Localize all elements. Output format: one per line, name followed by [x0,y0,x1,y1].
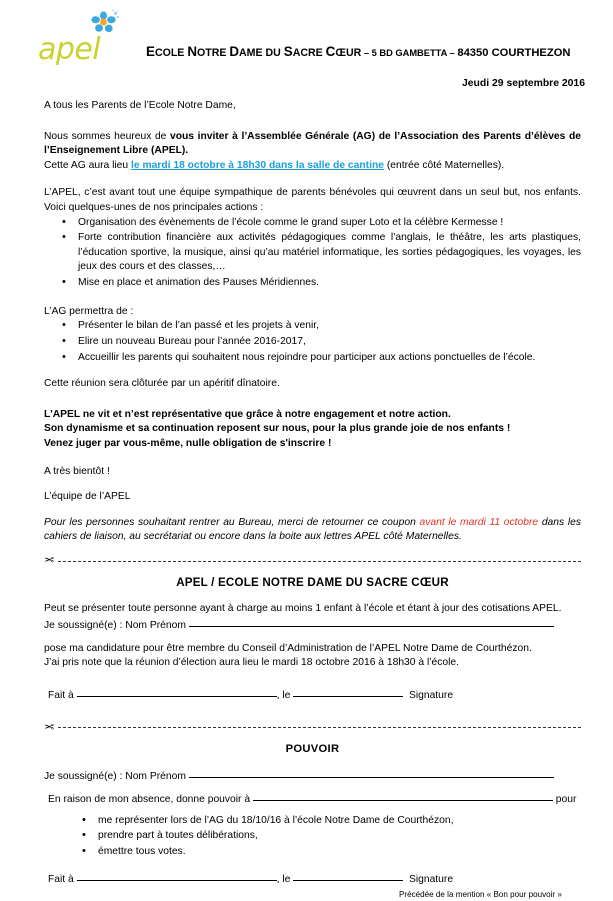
pouvoir-title: POUVOIR [285,742,340,755]
closing-meeting-note: Cette réunion sera clôturée par un apéritif dînatoire. [44,378,280,390]
pouvoir-date-input[interactable] [293,870,403,881]
apel-logo-wordmark: apel [38,32,101,67]
school-title-oeur: ŒUR [335,47,362,59]
signoff: L’équipe de l’APEL [44,491,131,503]
meeting-datetime-highlight: le mardi 18 octobre à 18h30 dans la salle de cantine [131,159,384,171]
pouvoir-name-input[interactable] [189,767,554,778]
pouvoir-name-label: Je soussigné(e) : Nom Prénom [44,771,186,783]
address-city: 84350 COURTHEZON [457,47,571,59]
coupon-place-input[interactable] [77,686,277,697]
return-instructions-trailer: dans les cahiers de liaison, au secrétariat ou encore dans la boite aux lettres APEL côté Maternelles. [44,516,581,543]
school-title-du: DU [265,47,284,59]
salutation: A tous les Parents de l’Ecole Notre Dame, [44,100,236,111]
ag-intro: L’AG permettra de : [44,305,134,317]
list-item: • Elire un nouveau Bureau pour l’année 2016-2017, [62,335,581,350]
school-title [146,42,571,62]
pouvoir-signature-row [44,871,581,888]
invitation-paragraph [44,130,581,159]
list-item: • émettre tous votes. [82,845,581,860]
school-title-s: S [283,44,293,59]
address-number: 5 [371,48,380,58]
list-item: • Présenter le bilan de l’an passé et les projets à venir, [62,319,581,334]
scissors-icon: ✂ [44,553,55,568]
coupon-title [44,575,581,591]
pouvoir-name-row [44,768,581,785]
appeal-line-2: Son dynamisme et sa continuation reposent sur nous, pour la plus grande joie de nos enfants ! [44,423,511,435]
coupon-signature-row [44,687,581,704]
scissors-icon: ✂ [44,719,55,734]
address-dash-1: – [361,48,372,58]
pouvoir-proxy-input[interactable] [253,790,553,801]
school-title-ame: AME [239,47,266,59]
list-item: • Mise en place et animation des Pauses Méridiennes. [62,276,581,291]
appeal-line-1: L'APEL ne vit et n’est représentative que grâce à notre engagement et notre action. [44,408,451,420]
cut-line-coupon [44,553,581,567]
appeal-line-3: Venez juger par vous-même, nulle obligation de s'inscrire ! [44,437,332,449]
document-date: Jeudi 29 septembre 2016 [461,78,585,89]
coupon-signature-label: Signature [408,689,454,701]
about-apel-paragraph: L’APEL, c’est avant tout une équipe sympathique de parents bénévoles qui œuvrent dans un seul but, nos enfants. Voici quelques-unes de nos principales actions : [44,187,581,214]
coupon-title-apel: APEL / [176,576,218,590]
closing-greeting: A très bientôt ! [44,465,110,477]
coupon-title-school: ECOLE NOTRE DAME DU SACRE CŒUR [217,576,449,590]
pouvoir-le-label: , le [276,874,294,886]
school-title-d: D [229,44,240,59]
coupon-date-input[interactable] [293,686,403,697]
apel-logo [36,8,140,70]
cut-line-pouvoir [44,720,581,734]
pouvoir-signature-label: Signature [408,874,454,886]
return-instructions [44,516,581,545]
coupon-fait-a-label: Fait à [48,689,77,701]
document-body [44,99,581,901]
coupon-name-label: Je soussigné(e) : Nom Prénom [44,620,186,632]
ag-agenda-list [44,319,581,365]
school-title-cole: COLE [154,47,188,59]
school-title-otre: OTRE [196,47,230,59]
apel-flower-logo-icon [90,10,120,40]
meeting-trailer: (entrée côté Maternelles). [383,159,505,171]
pouvoir-proxy-row [44,791,581,808]
coupon-eligibility: Peut se présenter toute personne ayant à charge au moins 1 enfant à l’école et étant à jour des cotisations APEL. [44,603,562,615]
coupon-name-input[interactable] [189,616,554,627]
pouvoir-fait-a-label: Fait à [48,874,77,886]
list-item: • Accueillir les parents qui souhaitent nous rejoindre pour participer aux actions ponctuelles de l’école. [62,351,581,366]
address-street: BD GAMBETTA [379,48,448,58]
list-item: • prendre part à toutes délibérations, [82,829,581,844]
pouvoir-pour-label: pour [552,794,577,806]
pouvoir-signature-mention: Précédée de la mention « Bon pour pouvoir » [399,890,562,900]
coupon-candidature: pose ma candidature pour être membre du Conseil d’Administration de l’APEL Notre Dame de Courthézon. [44,642,532,654]
list-item: • Organisation des évènements de l’école comme le grand super Loto et la célèbre Kermesse ! [62,216,581,231]
meeting-lead: Cette AG aura lieu [44,159,132,171]
document-header [0,0,613,89]
school-title-c: C [325,44,336,59]
pouvoir-powers-list [44,814,581,860]
return-deadline: avant le mardi 11 octobre [419,516,539,528]
list-item: • Forte contribution financière aux activités pédagogiques comme l’anglais, le théâtre, les arts plastiques, l’éducation sportive, la musique, ainsi qu’au matériel informatique, les sorties pédagogiques, les voyages, les jeux des cours et des classes,… [62,231,581,275]
coupon-name-row [44,617,581,634]
pouvoir-place-input[interactable] [77,870,277,881]
dashed-divider [58,561,581,562]
school-title-n: N [187,44,197,59]
list-item: • me représenter lors de l’AG du 18/10/16 à l’école Notre Dame de Courthézon, [82,814,581,829]
address-dash-2: – [447,48,458,58]
coupon-acknowledgement: J’ai pris note que la réunion d’élection aura lieu le mardi 18 octobre 2016 à 18h30 à l’école. [44,657,460,669]
invitation-bold: vous inviter à l’Assemblée Générale (AG) de l’Association des Parents d’élèves de l’Enseignement Libre (APEL). [44,130,581,157]
invitation-lead: Nous sommes heureux de [44,130,170,142]
dashed-divider [58,727,581,728]
actions-list [44,216,581,291]
coupon-le-label: , le [276,689,294,701]
meeting-details-paragraph [44,159,581,174]
school-title-e: E [146,44,155,59]
return-instructions-lead: Pour les personnes souhaitant rentrer au Bureau, merci de retourner ce coupon [44,516,420,528]
school-title-acre: ACRE [292,47,326,59]
pouvoir-absence-label: En raison de mon absence, donne pouvoir à [48,794,253,806]
